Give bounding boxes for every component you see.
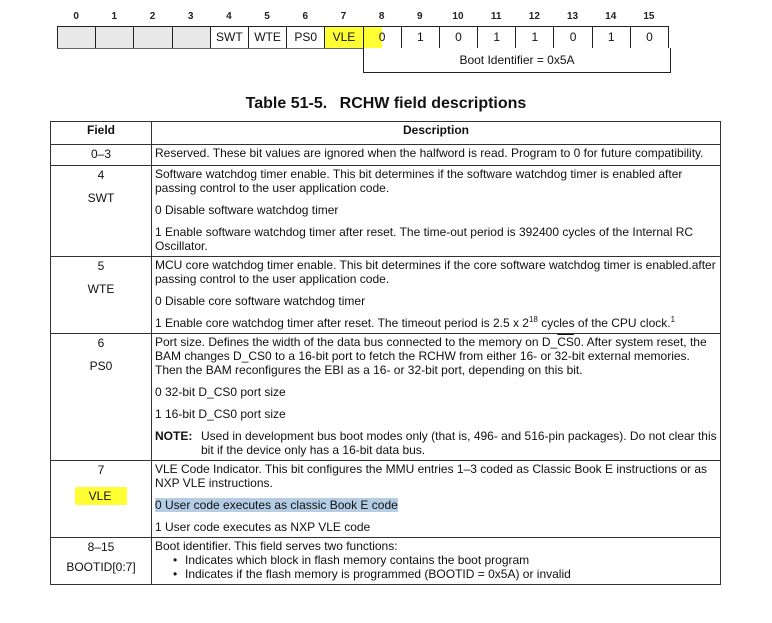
selected-text[interactable]: 0 User code executes as classic Book E code	[155, 498, 398, 512]
reserved-bit-cell	[133, 27, 171, 48]
field-bits: 7	[97, 463, 105, 477]
field-bits: 5	[97, 259, 105, 273]
table-title: RCHW field descriptions	[339, 95, 527, 112]
bullet-item: • Indicates if the flash memory is programmed (BOOTID = 0x5A) or invalid	[173, 567, 717, 581]
description-column-header: Description	[152, 122, 721, 145]
bootid-bit-cell: 0	[553, 27, 591, 48]
bit-number: 2	[149, 11, 156, 22]
description-text: VLE Code Indicator. This bit configures the MMU entries 1–3 coded as Classic Book E instructions or as NXP VLE instructions.	[155, 462, 708, 490]
ps0-bit-cell: PS0	[286, 27, 324, 48]
value-0-text: 0 Disable core software watchdog timer	[155, 294, 366, 308]
vle-bit-cell-highlighted: VLE	[324, 27, 362, 48]
bullet-item: • Indicates which block in flash memory contains the boot program	[173, 553, 717, 567]
wte-bit-cell: WTE	[248, 27, 286, 48]
field-cell	[51, 538, 152, 585]
field-cell	[51, 461, 152, 538]
table-caption	[0, 95, 772, 113]
value-1-text: 1 Enable software watchdog timer after reset. The time-out period is 392400 cycles of the Internal RC Oscillator.	[155, 225, 694, 253]
bit-number: 9	[417, 11, 423, 22]
bit-number: 0	[73, 11, 79, 22]
timeout-prefix: 1 Enable core watchdog timer after reset. The timeout period is 2.5 x 2	[155, 316, 529, 330]
bit-number: 6	[302, 11, 308, 22]
bit-number: 1	[111, 11, 118, 22]
bit-number: 14	[605, 11, 617, 22]
note-label: NOTE:	[155, 429, 193, 443]
field-cell	[51, 257, 152, 334]
bit-number: 13	[566, 11, 579, 22]
bit-number: 3	[187, 11, 194, 22]
swt-bit-cell: SWT	[210, 27, 248, 48]
bootid-bit-cell: 1	[515, 27, 553, 48]
table-row-swt	[51, 166, 721, 257]
description-text: MCU core watchdog timer enable. This bit determines if the core software watchdog timer is enabled.after passing control to the user application code.	[155, 258, 716, 286]
bootid-bit-cell: 0	[630, 27, 669, 48]
bullet-list	[155, 553, 717, 581]
timeout-suffix: cycles of the CPU clock.	[537, 316, 671, 330]
description-text	[155, 335, 717, 377]
value-0-text: 0 32-bit D_CS0 port size	[155, 385, 286, 399]
intro-text: Port size. Defines the width of the data bus connected to the memory on D_	[155, 335, 558, 349]
footnote-link[interactable]: 1	[670, 315, 676, 324]
table-row-bootid	[51, 538, 721, 585]
table-row-vle	[51, 461, 721, 538]
bit-number: 4	[226, 11, 232, 22]
table-row-ps0	[51, 334, 721, 461]
bit-number: 12	[528, 11, 540, 22]
description-cell	[152, 461, 721, 538]
field-cell	[51, 166, 152, 257]
reserved-bit-cell	[57, 27, 95, 48]
intro-text: 0. After system reset, the BAM changes D_CS0 to a 16-bit port to fetch the RCHW from either 16- or 32-bit external memories. Then the BAM reconfigures the EBI as a 16- or 32-bit port, depending on this bit.	[155, 335, 707, 377]
reserved-bit-cell	[172, 27, 210, 48]
value-0-text-selected[interactable]	[155, 498, 717, 512]
description-cell	[152, 334, 721, 461]
table-row-wte	[51, 257, 721, 334]
field-name: SWT	[87, 191, 115, 205]
boot-identifier-label: Boot Identifier = 0x5A	[363, 48, 671, 73]
bit-number-row	[57, 8, 669, 26]
note-block	[155, 429, 717, 457]
bootid-bit-cell: 1	[477, 27, 515, 48]
field-bits: 0–3	[90, 147, 112, 161]
bit-number: 11	[490, 11, 502, 22]
description-text: Software watchdog timer enable. This bit determines if the software watchdog timer is enabled after passing control to the user application code.	[155, 167, 683, 195]
value-1-text	[155, 316, 717, 330]
bootid-bit-cell: 0	[439, 27, 477, 48]
description-cell	[152, 145, 721, 166]
bootid-bit-cell: 1	[401, 27, 439, 48]
description-text: Boot identifier. This field serves two functions:	[155, 539, 398, 553]
description-cell	[152, 257, 721, 334]
value-0-text: 0 Disable software watchdog timer	[155, 203, 339, 217]
value-1-text: 1 User code executes as NXP VLE code	[155, 520, 371, 534]
exponent: 18	[528, 315, 538, 324]
field-bits: 8–15	[87, 540, 115, 554]
bootid-bit-cell: 1	[592, 27, 630, 48]
field-cell	[51, 145, 152, 166]
bit-field-row	[57, 26, 669, 49]
description-text: Reserved. These bit values are ignored when the halfword is read. Program to 0 for future compatibility.	[155, 146, 704, 160]
value-1-text: 1 16-bit D_CS0 port size	[155, 407, 286, 421]
description-cell	[152, 166, 721, 257]
field-name-highlighted: VLE	[75, 487, 128, 505]
table-row-reserved	[51, 145, 721, 166]
field-cell	[51, 334, 152, 461]
field-bits: 4	[97, 168, 105, 182]
overline-signal: $\overline{CS}$	[557, 335, 574, 349]
field-bits: 6	[97, 336, 105, 350]
bootid-bit-cell: 0	[363, 27, 401, 48]
field-name: WTE	[87, 282, 115, 296]
bit-number: 8	[378, 11, 385, 22]
bit-number: 5	[264, 11, 270, 22]
table-header-row	[51, 122, 721, 145]
bit-number: 7	[340, 11, 347, 22]
field-name: PS0	[89, 359, 113, 373]
rchw-field-descriptions-table	[50, 121, 721, 585]
table-number: Table 51-5.	[245, 95, 328, 112]
description-cell	[152, 538, 721, 585]
note-text: Used in development bus boot modes only (that is, 496- and 516-pin packages). Do not clear this bit if the device only has a 16-bit data bus.	[201, 429, 717, 457]
rchw-register-diagram	[57, 8, 669, 67]
field-column-header: Field	[51, 122, 152, 145]
reserved-bit-cell	[95, 27, 133, 48]
field-name: BOOTID[0:7]	[66, 560, 136, 574]
bit-number: 10	[452, 11, 464, 22]
bit-number: 15	[643, 11, 655, 22]
